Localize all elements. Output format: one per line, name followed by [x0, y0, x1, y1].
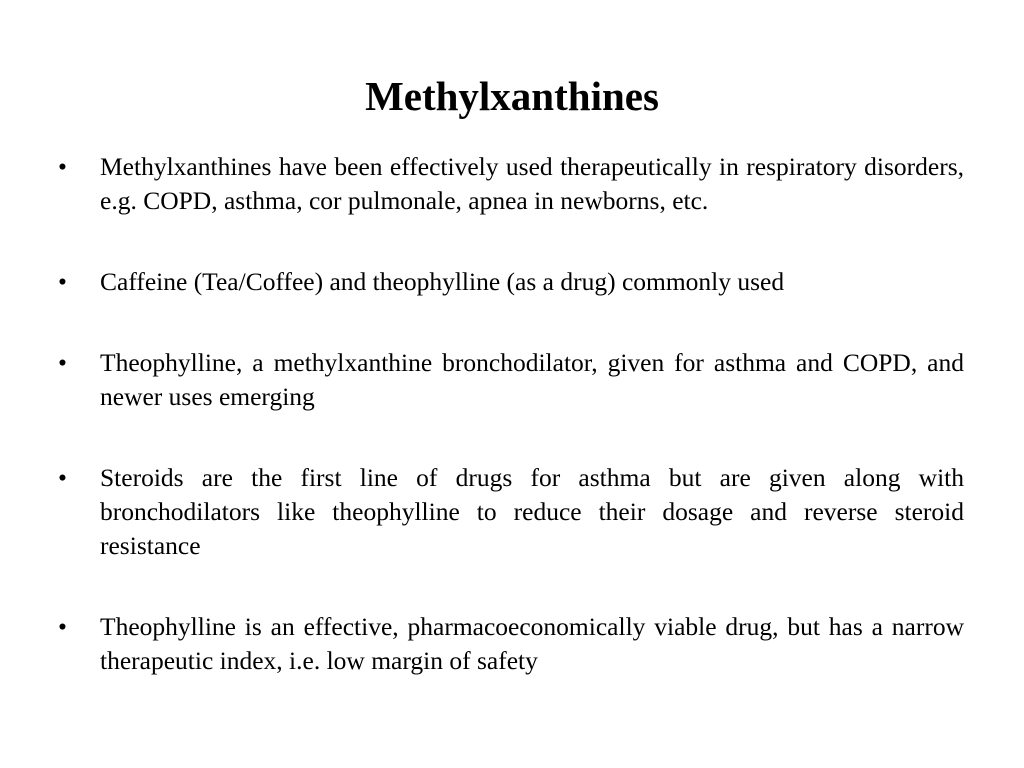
slide-title: Methylxanthines [365, 73, 659, 119]
bullet-item-2 [58, 265, 964, 299]
bullet-icon: • [58, 267, 67, 296]
bullet-item-3 [58, 346, 964, 414]
bullet-text: Methylxanthines have been effectively used therapeutically in respiratory disorders, e.g. COPD, asthma, cor pulmonale, apnea in newborns, etc. [100, 152, 964, 215]
bullet-text: Caffeine (Tea/Coffee) and theophylline (as a drug) commonly used [100, 267, 785, 296]
bullet-icon: • [58, 612, 67, 641]
bullet-item-5 [58, 610, 964, 678]
bullet-item-4 [58, 461, 964, 563]
bullet-item-1 [58, 150, 964, 218]
bullet-icon: • [58, 348, 67, 377]
bullet-icon: • [58, 463, 67, 492]
bullet-icon: • [58, 152, 67, 181]
bullet-text: Theophylline, a methylxanthine bronchodilator, given for asthma and COPD, and newer uses emerging [100, 348, 964, 411]
bullet-list [58, 150, 964, 678]
bullet-text: Theophylline is an effective, pharmacoeconomically viable drug, but has a narrow therapeutic index, i.e. low margin of safety [100, 612, 964, 675]
bullet-text: Steroids are the first line of drugs for asthma but are given along with bronchodilators like theophylline to reduce their dosage and reverse steroid resistance [100, 463, 964, 560]
